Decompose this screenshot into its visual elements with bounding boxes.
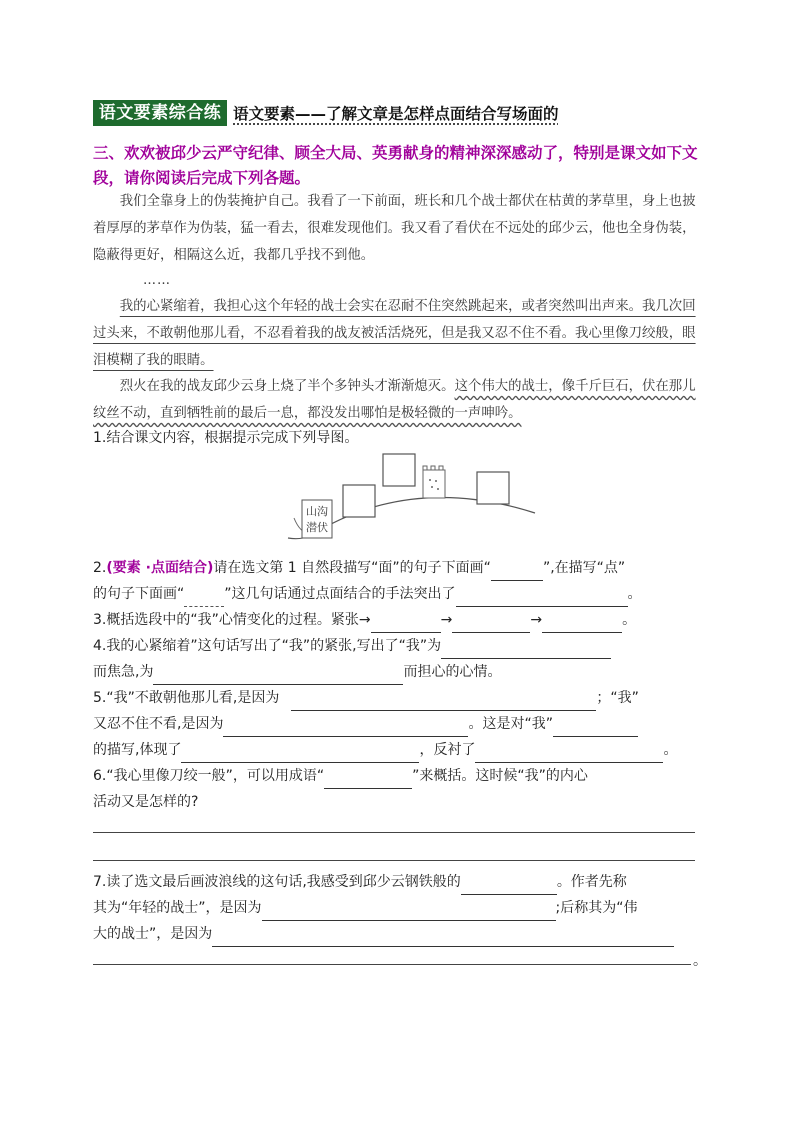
passage-ellipsis: …… (143, 273, 171, 288)
label-text-line1: 山沟 (306, 505, 328, 518)
question-1: 1.结合课文内容，根据提示完成下列导图。 (93, 430, 359, 446)
q3-blank-3[interactable] (542, 616, 622, 633)
passage-paragraph-2 (93, 293, 703, 374)
q7-text-b: 。作者先称 (556, 874, 627, 890)
q5-text-e: 的描写,体现了 (93, 742, 182, 758)
answer-line-6a[interactable] (93, 832, 695, 833)
q5-text-d: 。这是对“我” (468, 716, 553, 732)
q4-text-b: 而焦急,为 (93, 664, 154, 680)
question-5-cont2 (93, 737, 677, 763)
q5-text-b: ；“我” (596, 690, 639, 706)
q2-text-b: ”,在描写“点” (542, 560, 626, 576)
question-5 (93, 685, 639, 711)
q3-blank-2[interactable] (452, 616, 530, 633)
q5-text-a: 5.“我”不敢朝他那儿看,是因为 (93, 690, 280, 706)
tower-icon (423, 466, 445, 498)
answer-box-3[interactable] (477, 472, 509, 504)
passage-paragraph-1: 我们全靠身上的伪装掩护自己。我看了一下前面，班长和几个战士都伏在枯黄的茅草里，身上也披着厚厚的茅草作为伪装，猛一看去，很难发现他们。我又看了看伏在不远处的邱少云，他也全身伪装，隐蔽得更好，相隔这么近，我都几乎找不到他。 (93, 194, 696, 263)
q5-blank-5[interactable] (475, 746, 663, 763)
q3-end: 。 (622, 612, 637, 628)
question-6-cont: 活动又是怎样的? (93, 794, 199, 810)
q3-blank-1[interactable] (371, 616, 441, 633)
q4-blank-1[interactable] (441, 642, 611, 659)
question-7-cont2 (93, 921, 674, 947)
section-tag: 语文要素综合练 (93, 100, 227, 126)
q4-text-a: 4.我的心紧缩着”这句话写出了“我”的紧张,写出了“我”为 (93, 638, 442, 654)
q3-arrow-2: → (530, 612, 543, 628)
page-subtitle: 语文要素——了解文章是怎样点面结合写场面的 (233, 105, 559, 123)
wavy-underlined-text: 这个伟大的战士，像千斤巨石，伏在那儿纹丝不动，直到牺牲前的最后一息，都没发出哪怕是极轻微的一声呻吟。 (93, 379, 696, 421)
q5-blank-4[interactable] (181, 746, 419, 763)
question-3 (93, 607, 636, 633)
q2-tag: (要素 ·点面结合) (106, 560, 214, 576)
q3-arrow-1: → (440, 612, 453, 628)
q2-end: 。 (627, 586, 642, 602)
q2-text-c: 的句子下面画“ (93, 586, 185, 602)
q4-text-c: 而担心的心情。 (403, 664, 502, 680)
q7-end: 。 (693, 953, 707, 969)
q3-text: 3.概括选段中的“我”心情变化的过程。紧张→ (93, 612, 371, 628)
q4-blank-2[interactable] (153, 668, 403, 685)
question-7 (93, 869, 627, 895)
q5-text-f: ，反衬了 (419, 742, 476, 758)
q2-answer-blank[interactable] (456, 590, 628, 607)
passage-paragraph-3 (93, 373, 703, 427)
q2-blank-wavy[interactable] (184, 592, 224, 607)
q2-text-d: ”这几句话通过点面结合的手法突出了 (224, 586, 456, 602)
question-5-cont (93, 711, 638, 737)
answer-line-7[interactable] (93, 964, 691, 965)
answer-box-2[interactable] (383, 454, 415, 486)
mind-map-diagram (280, 448, 540, 548)
answer-line-6b[interactable] (93, 860, 695, 861)
q7-blank-2[interactable] (262, 904, 556, 921)
question-4 (93, 633, 611, 659)
q7-text-e: 大的战士”，是因为 (93, 926, 213, 942)
question-2 (93, 555, 625, 581)
question-2-cont (93, 581, 642, 607)
q5-blank-2[interactable] (223, 720, 468, 737)
label-text-line2: 潜伏 (306, 521, 328, 534)
q7-blank-1[interactable] (461, 878, 557, 895)
question-4-cont (93, 659, 501, 685)
q5-text-c: 又忍不住不看,是因为 (93, 716, 224, 732)
section-title: 三、欢欢被邱少云严守纪律、顾全大局、英勇献身的精神深深感动了，特别是课文如下文段，请你阅读后完成下列各题。 (93, 144, 698, 187)
q2-text-a: 请在选文第 1 自然段描写“面”的句子下面画“ (213, 560, 491, 576)
q5-blank-1[interactable] (291, 694, 596, 711)
q7-blank-3[interactable] (212, 930, 674, 947)
question-7-cont (93, 895, 638, 921)
passage-text: 烈火在我的战友邱少云身上烧了半个多钟头才渐渐熄灭。 (119, 379, 455, 394)
q5-end: 。 (663, 742, 678, 758)
q2-number: 2. (93, 560, 107, 576)
q7-text-d: ;后称其为“伟 (555, 900, 638, 916)
q6-text-b: ”来概括。这时候“我”的内心 (412, 768, 588, 784)
q7-text-a: 7.读了选文最后画波浪线的这句话,我感受到邱少云钢铁般的 (93, 874, 461, 890)
answer-box-1[interactable] (343, 485, 375, 517)
question-6 (93, 763, 588, 789)
q6-blank-1[interactable] (324, 772, 412, 789)
underlined-text: 我的心紧缩着，我担心这个年轻的战士会实在忍耐不住突然跳起来，或者突然叫出声来。我几次回过头来，不敢朝他那儿看，不忍看着我的战友被活活烧死，但是我又忍不住不看。我心里像刀绞般，眼泪模糊了我的眼睛。 (93, 299, 696, 368)
q5-blank-3[interactable] (553, 720, 638, 737)
q6-text-a: 6.“我心里像刀绞一般”，可以用成语“ (93, 768, 325, 784)
q2-blank-line[interactable] (491, 564, 543, 581)
q7-text-c: 其为“年轻的战士”，是因为 (93, 900, 262, 916)
